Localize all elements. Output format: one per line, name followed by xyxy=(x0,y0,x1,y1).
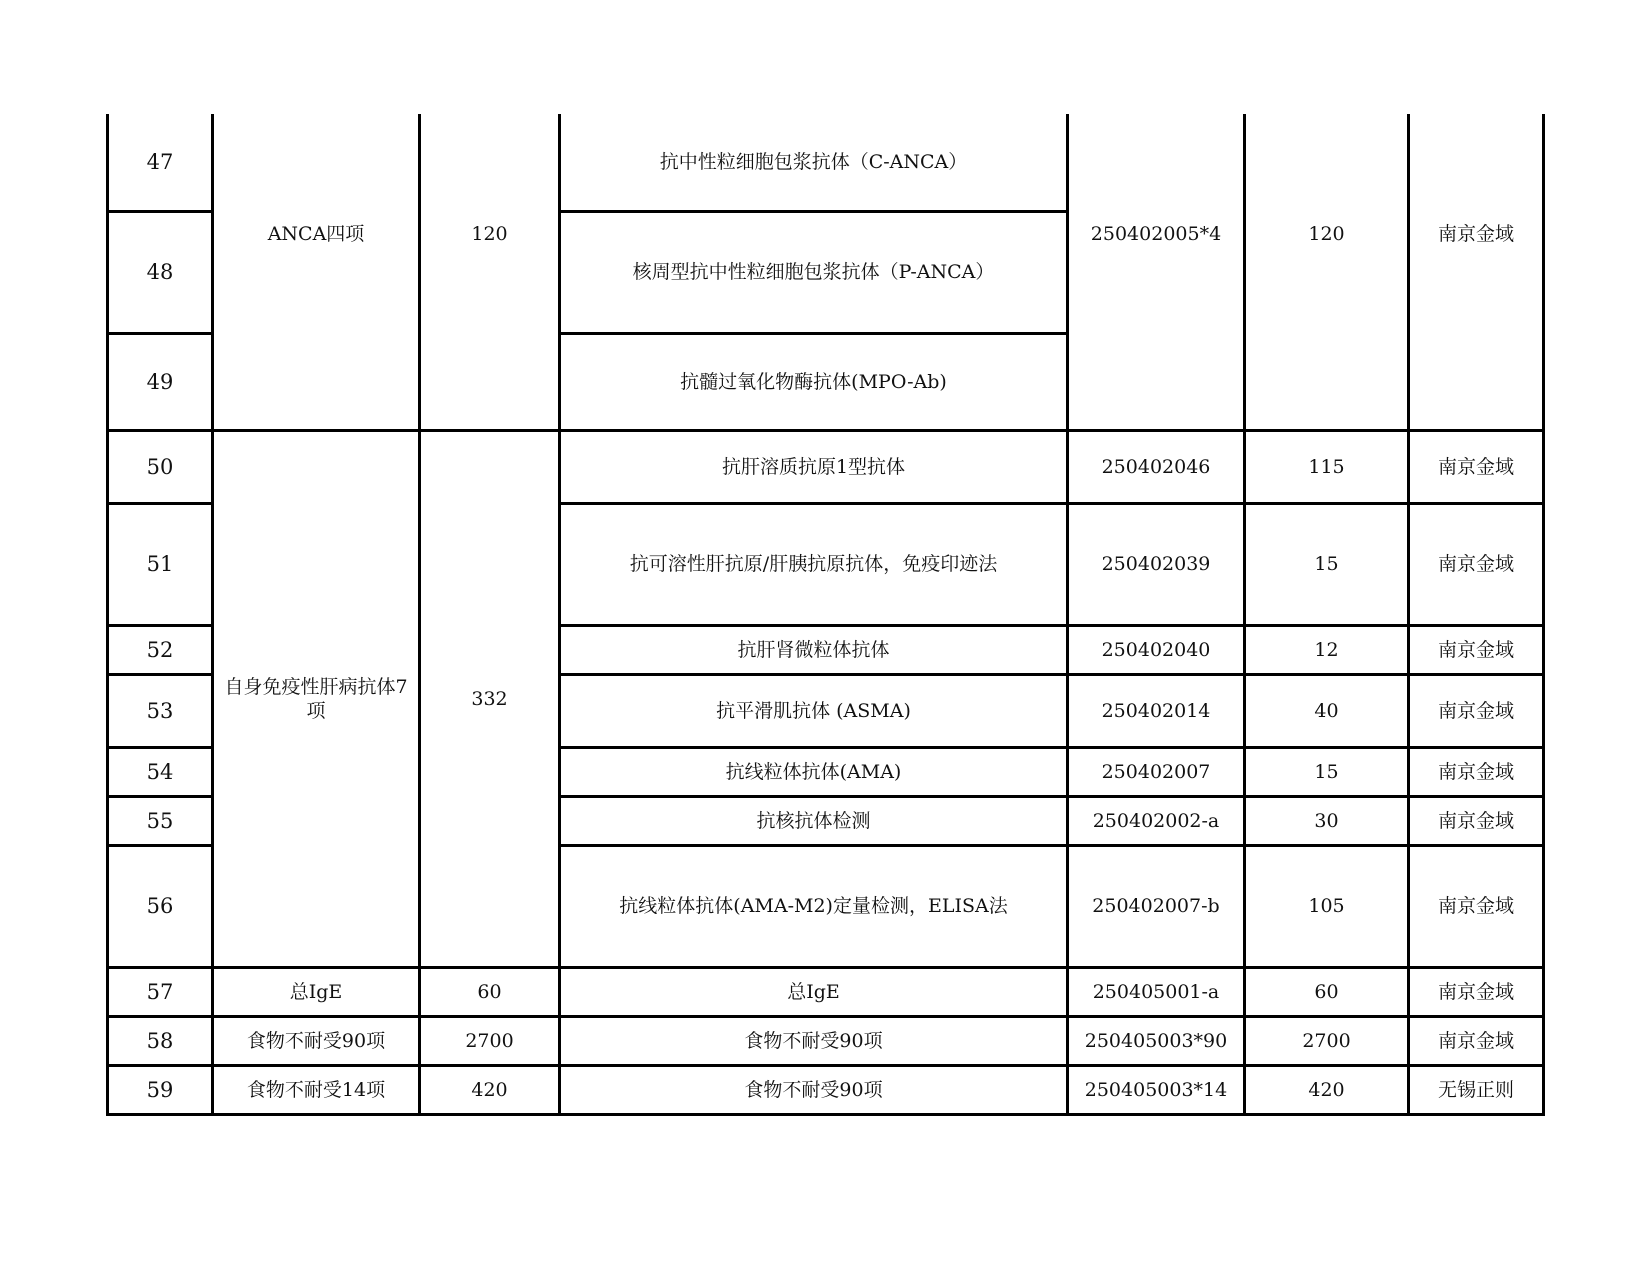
row-number-cell: 50 xyxy=(108,430,213,503)
row-number-cell: 54 xyxy=(108,747,213,796)
panel-name-cell: 食物不耐受90项 xyxy=(213,1016,420,1065)
test-item-cell: 核周型抗中性粒细胞包浆抗体（P-ANCA） xyxy=(560,211,1068,333)
item-price-cell: 40 xyxy=(1245,674,1409,747)
fee-code-cell: 250405003*90 xyxy=(1068,1016,1245,1065)
test-item-cell: 食物不耐受90项 xyxy=(560,1016,1068,1065)
supplier-cell: 南京金域 xyxy=(1409,674,1544,747)
row-number-cell: 53 xyxy=(108,674,213,747)
table-row xyxy=(108,114,1544,211)
supplier-cell: 南京金域 xyxy=(1409,796,1544,845)
item-price-cell: 120 xyxy=(1245,114,1409,430)
supplier-cell: 南京金域 xyxy=(1409,747,1544,796)
test-item-cell: 抗肝溶质抗原1型抗体 xyxy=(560,430,1068,503)
row-number-cell: 49 xyxy=(108,333,213,430)
panel-name-cell: 自身免疫性肝病抗体7项 xyxy=(213,430,420,967)
fee-code-cell: 250402005*4 xyxy=(1068,114,1245,430)
panel-price-cell: 2700 xyxy=(420,1016,560,1065)
supplier-cell: 南京金域 xyxy=(1409,845,1544,967)
item-price-cell: 420 xyxy=(1245,1065,1409,1114)
row-number-cell: 55 xyxy=(108,796,213,845)
fee-code-cell: 250405003*14 xyxy=(1068,1065,1245,1114)
price-table-sheet xyxy=(106,114,1542,1116)
row-number-cell: 52 xyxy=(108,625,213,674)
supplier-cell: 南京金域 xyxy=(1409,1016,1544,1065)
panel-price-cell: 332 xyxy=(420,430,560,967)
fee-code-cell: 250402046 xyxy=(1068,430,1245,503)
fee-code-cell: 250402007-b xyxy=(1068,845,1245,967)
fee-code-cell: 250402014 xyxy=(1068,674,1245,747)
table-row xyxy=(108,967,1544,1016)
panel-price-cell: 420 xyxy=(420,1065,560,1114)
fee-code-cell: 250405001-a xyxy=(1068,967,1245,1016)
item-price-cell: 30 xyxy=(1245,796,1409,845)
item-price-cell: 115 xyxy=(1245,430,1409,503)
fee-code-cell: 250402040 xyxy=(1068,625,1245,674)
fee-code-cell: 250402007 xyxy=(1068,747,1245,796)
supplier-cell: 南京金域 xyxy=(1409,625,1544,674)
test-item-cell: 抗核抗体检测 xyxy=(560,796,1068,845)
test-item-cell: 抗平滑肌抗体 (ASMA) xyxy=(560,674,1068,747)
panel-name-cell: 总IgE xyxy=(213,967,420,1016)
row-number-cell: 51 xyxy=(108,503,213,625)
test-item-cell: 抗可溶性肝抗原/肝胰抗原抗体，免疫印迹法 xyxy=(560,503,1068,625)
supplier-cell: 南京金域 xyxy=(1409,430,1544,503)
row-number-cell: 48 xyxy=(108,211,213,333)
item-price-cell: 12 xyxy=(1245,625,1409,674)
supplier-cell: 无锡正则 xyxy=(1409,1065,1544,1114)
test-price-table xyxy=(106,114,1545,1116)
test-item-cell: 抗中性粒细胞包浆抗体（C-ANCA） xyxy=(560,114,1068,211)
panel-name-cell: ANCA四项 xyxy=(213,114,420,430)
row-number-cell: 47 xyxy=(108,114,213,211)
row-number-cell: 57 xyxy=(108,967,213,1016)
supplier-cell: 南京金域 xyxy=(1409,114,1544,430)
panel-price-cell: 120 xyxy=(420,114,560,430)
row-number-cell: 56 xyxy=(108,845,213,967)
supplier-cell: 南京金域 xyxy=(1409,967,1544,1016)
table-row xyxy=(108,430,1544,503)
test-item-cell: 食物不耐受90项 xyxy=(560,1065,1068,1114)
test-item-cell: 抗肝肾微粒体抗体 xyxy=(560,625,1068,674)
panel-name-cell: 食物不耐受14项 xyxy=(213,1065,420,1114)
test-item-cell: 抗髓过氧化物酶抗体(MPO-Ab) xyxy=(560,333,1068,430)
supplier-cell: 南京金域 xyxy=(1409,503,1544,625)
fee-code-cell: 250402002-a xyxy=(1068,796,1245,845)
test-item-cell: 抗线粒体抗体(AMA-M2)定量检测，ELISA法 xyxy=(560,845,1068,967)
table-row xyxy=(108,1016,1544,1065)
table-row xyxy=(108,1065,1544,1114)
test-item-cell: 抗线粒体抗体(AMA) xyxy=(560,747,1068,796)
test-item-cell: 总IgE xyxy=(560,967,1068,1016)
row-number-cell: 59 xyxy=(108,1065,213,1114)
item-price-cell: 2700 xyxy=(1245,1016,1409,1065)
fee-code-cell: 250402039 xyxy=(1068,503,1245,625)
row-number-cell: 58 xyxy=(108,1016,213,1065)
item-price-cell: 105 xyxy=(1245,845,1409,967)
item-price-cell: 60 xyxy=(1245,967,1409,1016)
item-price-cell: 15 xyxy=(1245,503,1409,625)
panel-price-cell: 60 xyxy=(420,967,560,1016)
item-price-cell: 15 xyxy=(1245,747,1409,796)
